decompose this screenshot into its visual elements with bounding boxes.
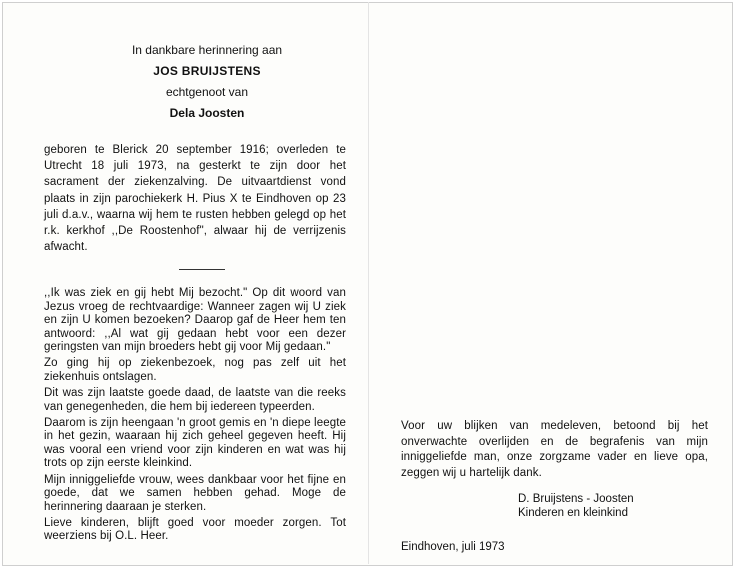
meditation-paragraph: Lieve kinderen, blijft goed voor moeder zorgen. Tot weerziens bij O.L. Heer. [44, 516, 346, 543]
divider [179, 269, 225, 270]
place-date: Eindhoven, juli 1973 [401, 540, 505, 553]
signature-block [518, 492, 708, 521]
meditation-paragraph: Dit was zijn laatste goede daad, de laatste van die reeks van genegenheden, die hem bij iedereen typeerden. [44, 387, 346, 413]
meditation-text [44, 287, 346, 543]
thank-you-text: Voor uw blijken van medeleven, betoond bij het onverwachte overlijden en de begrafenis van mijn inniggeliefde man, onze zorgzame vader en lieve opa, zeggen wij u hartelijk dank. [401, 420, 708, 480]
right-page [401, 419, 708, 553]
dedication-line: In dankbare herinnering aan [131, 43, 283, 57]
memorial-header [44, 40, 346, 124]
meditation-paragraph: Daarom is zijn heengaan 'n groot gemis en 'n diepe leegte in het gezin, waaraan hij zich geheel gegeven heeft. Hij was vooral een vriend voor zijn kinderen en wat was hij trots op zijn eerste kleinkind. [44, 417, 346, 470]
signature-family: Kinderen en kleinkind [518, 507, 628, 520]
card-fold-line [368, 2, 369, 564]
biography-paragraph: geboren te Blerick 20 september 1916; overleden te Utrecht 18 juli 1973, na gesterkt te zijn door het sacrament der ziekenzalving. De uitvaartdienst vond plaats in zijn parochiekerk H. Pius X te Eindhoven op 23 juli d.a.v., waarna wij hem te rusten hebben gelegd op het r.k. kerkhof ,,De Roostenhof", alwaar hij de verrijzenis afwacht. [44, 144, 346, 254]
left-page [44, 40, 346, 547]
meditation-paragraph: Zo ging hij op ziekenbezoek, nog pas zelf uit het ziekenhuis ontslagen. [44, 357, 346, 383]
deceased-name: JOS BRUIJSTENS [153, 64, 261, 78]
signature-name: D. Bruijstens - Joosten [518, 492, 634, 505]
meditation-paragraph: Mijn inniggeliefde vrouw, wees dankbaar voor het fijne en goede, dat we samen hebben gehad. Moge de herinnering daaraan je sterken. [44, 473, 346, 513]
spouse-name: Dela Joosten [169, 106, 245, 120]
relation-line: echtgenoot van [165, 85, 249, 99]
meditation-paragraph: ,,Ik was ziek en gij hebt Mij bezocht." Op dit woord van Jezus vroeg de rechtvaardige: Wanneer zagen wij U ziek en zijn U komen bezoeken? Daarop gaf de Heer hem ten antwoord: ,,Al wat gij gedaan hebt voor een dezer geringsten van mijn broeders hebt gij voor Mij gedaan." [44, 287, 346, 354]
